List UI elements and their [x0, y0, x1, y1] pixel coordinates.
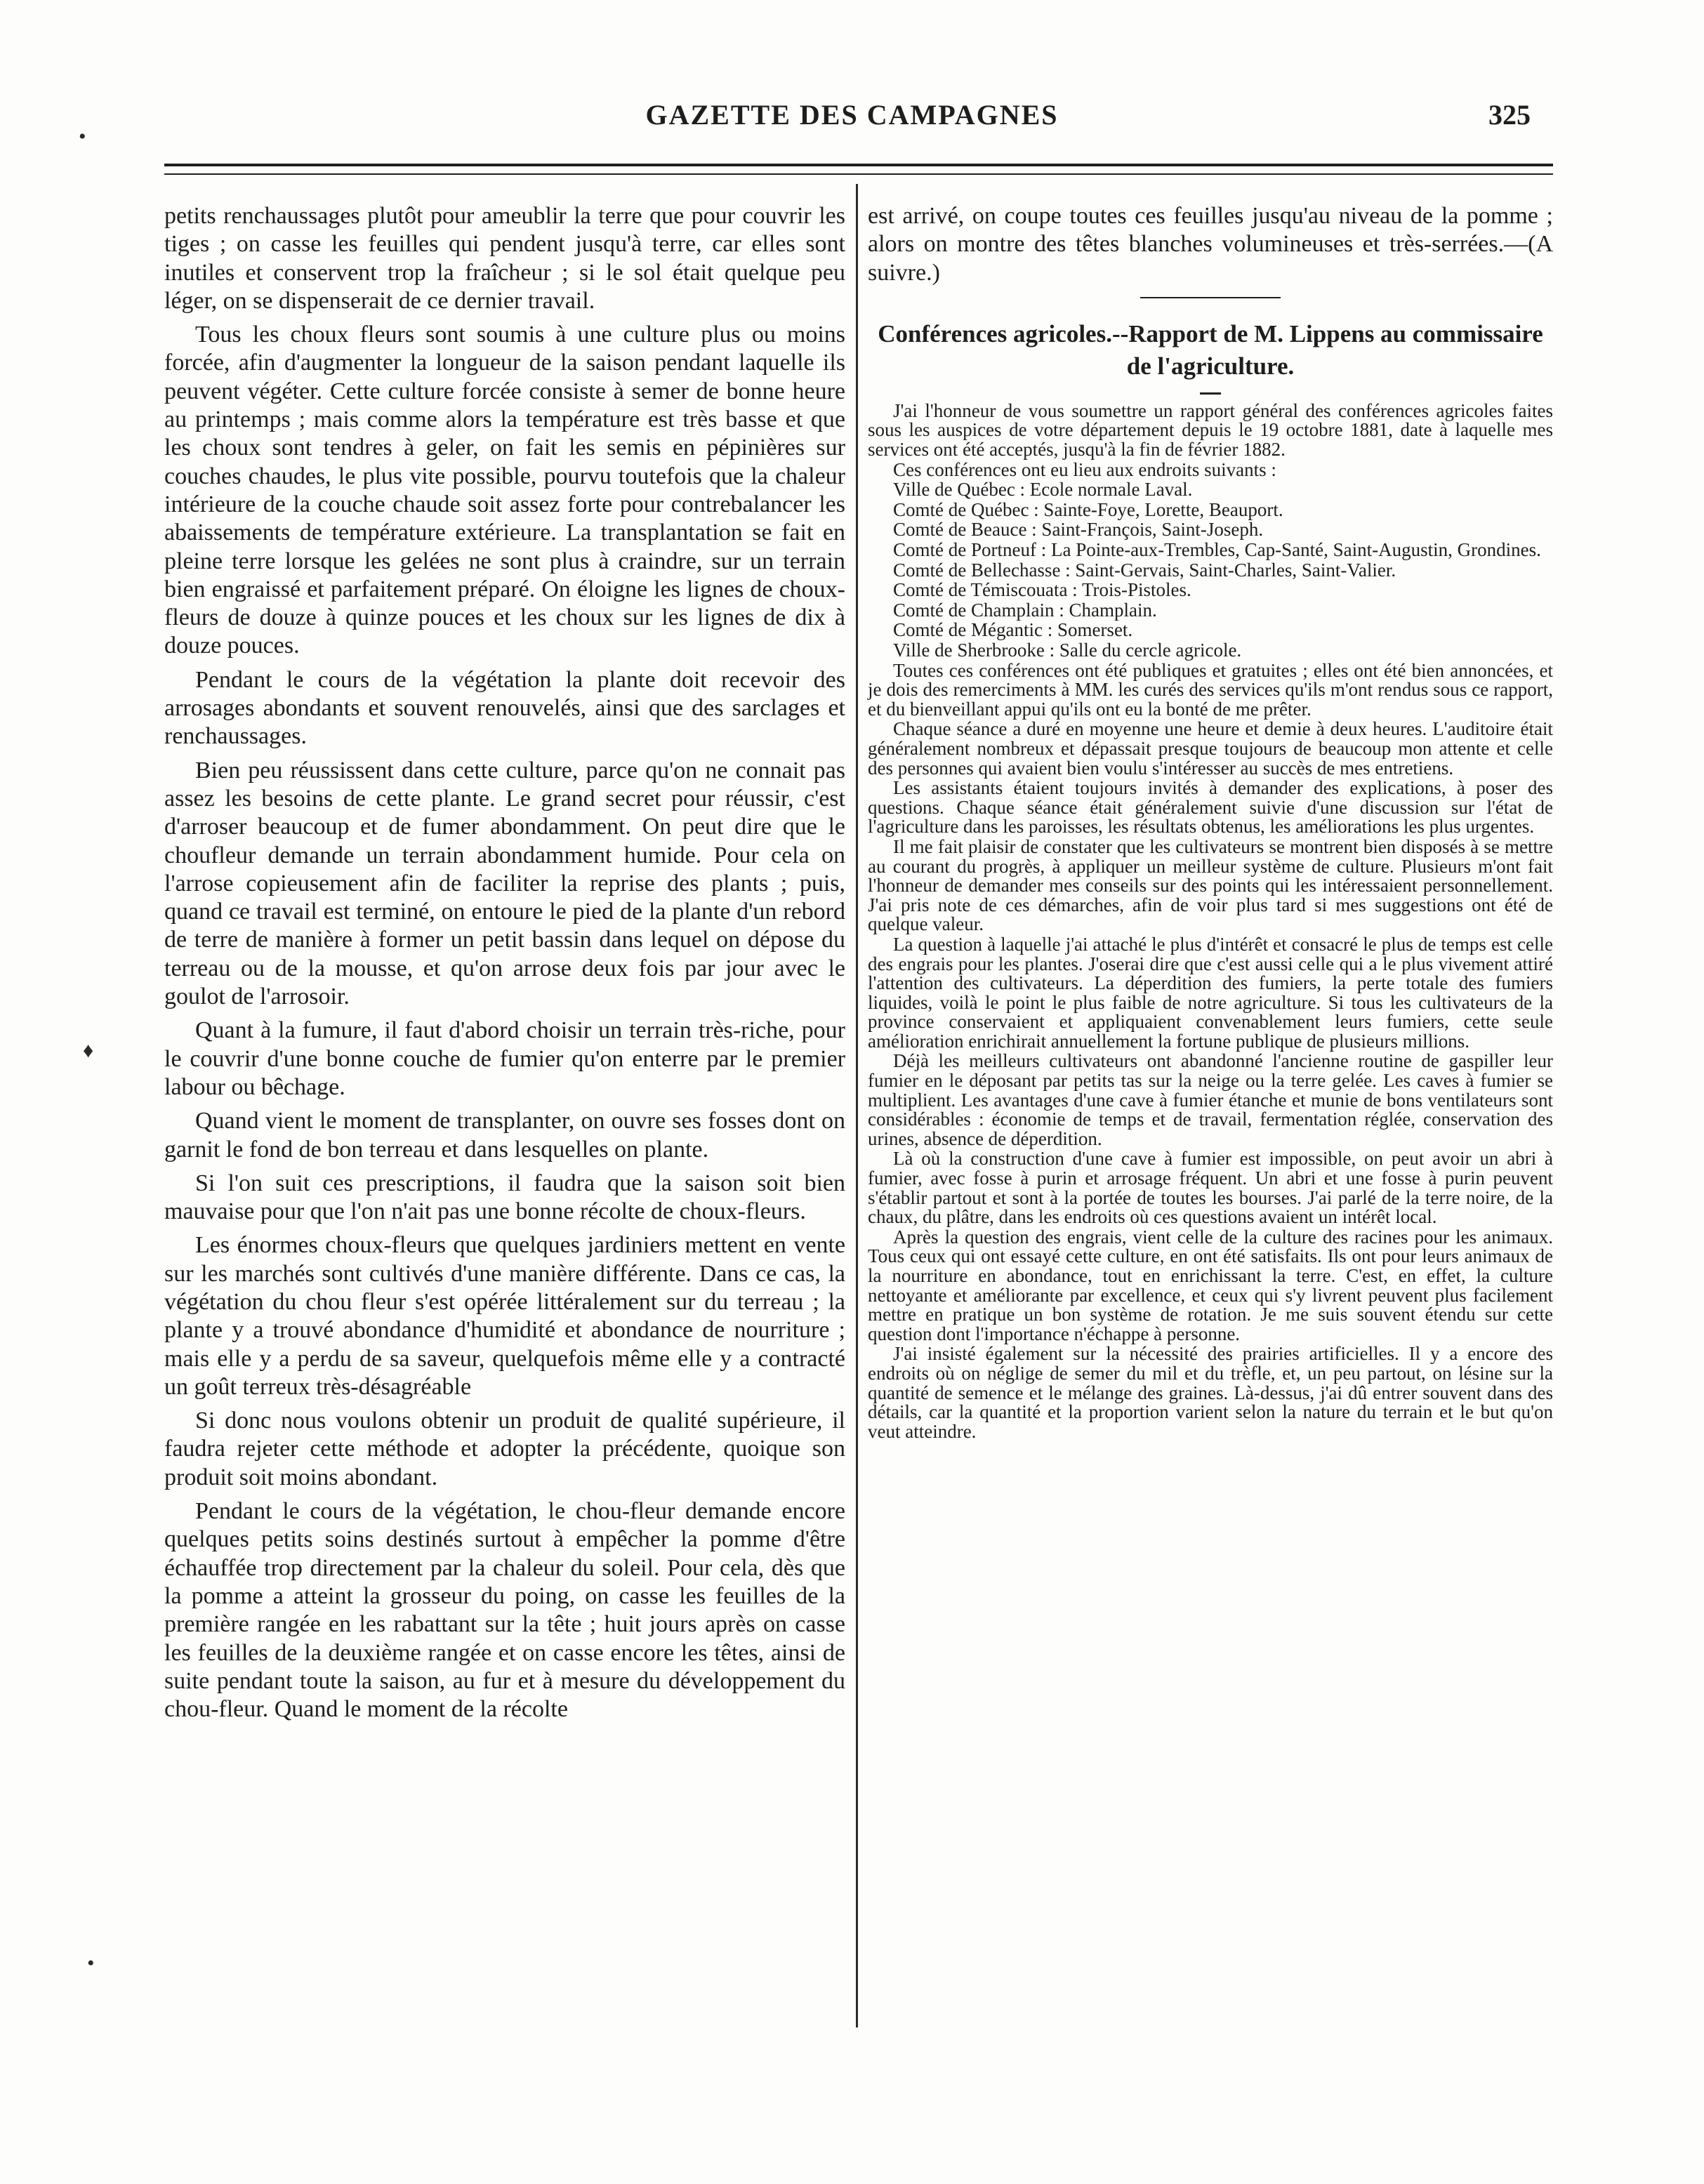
article-paragraph: Bien peu réussissent dans cette culture, parce qu'on ne connait pas assez les besoins de cette plante. Le grand secret pour réussir, c'est d'arroser beaucoup et de fumer abondamment. On peut dire que le choufleur demande un terrain abondamment humide. Pour cela on l'arrose copieusement afin de faciliter la reprise des plants ; puis, quand ce travail est terminé, on entoure le pied de la plante d'un rebord de terre de manière à former un petit bassin dans lequel on dépose du terreau ou de la mousse, et qu'on arrose deux fois par jour avec le goulot de l'arrosoir. [164, 757, 845, 1010]
article-continuation: est arrivé, on coupe toutes ces feuilles jusqu'au niveau de la pomme ; alors on montre des têtes blanches volumineuses et très-serrées.—(A suivre.) [868, 203, 1553, 286]
report-paragraph: Toutes ces conférences ont été publiques et gratuites ; elles ont été bien annoncées, et je dois des remerciments à MM. les curés des services qu'ils m'ont rendus sous ce rapport, et du bienveillant appui qu'ils ont eu la bonté de me prêter. [868, 659, 1553, 720]
header-rule-thick [164, 164, 1553, 166]
venue-item: Comté de Beauce : Saint-François, Saint-Joseph. [893, 519, 1264, 541]
column-divider [856, 184, 858, 2027]
article-paragraph: Pendant le cours de la végétation la plante doit recevoir des arrosages abondants et souvent renouvelés, ainsi que des sarclages et renchaussages. [164, 666, 845, 750]
report-body [868, 399, 1553, 1442]
report-intro: J'ai l'honneur de vous soumettre un rapport général des conférences agricoles faites sous les auspices de votre département depuis le 19 octobre 1881, date à laquelle mes services ont été acceptés, jusqu'à la fin de février 1882. [868, 399, 1553, 461]
venue-item: Comté de Portneuf : La Pointe-aux-Trembles, Cap-Santé, Saint-Augustin, Grondines. [893, 539, 1541, 561]
right-column [868, 202, 1553, 1441]
section-title: Conférences agricoles.--Rapport de M. Lippens au commissaire de l'agriculture. [878, 319, 1543, 380]
venue-item: Comté de Champlain : Champlain. [893, 599, 1157, 621]
venue-item: Comté de Mégantic : Somerset. [893, 619, 1133, 641]
article-paragraph: Les énormes choux-fleurs que quelques jardiniers mettent en vente sur les marchés sont cultivés d'une manière différente. Dans ce cas, la végétation du chou fleur s'est opérée littéralement sur du terreau ; la plante y a trouvé abondance d'humidité et abondance de nourriture ; mais elle y a perdu de sa saveur, quelquefois même elle y a contracté un goût terreux très-désagréable [164, 1232, 845, 1400]
article-paragraph: Quant à la fumure, il faut d'abord choisir un terrain très-riche, pour le couvrir d'une bonne couche de fumier qu'on enterre par le premier labour ou bêchage. [164, 1017, 845, 1100]
margin-mark: ♦ [83, 1039, 94, 1062]
title-dash [1200, 392, 1221, 395]
margin-mark: • [79, 125, 86, 148]
report-paragraph: Chaque séance a duré en moyenne une heure et demie à deux heures. L'auditoire était généralement nombreux et dépassait presque toujours de beaucoup mon attente et celle des personnes qui avaient bien voulu s'intéresser au succès de mes entretiens. [868, 718, 1553, 779]
report-paragraph: Il me fait plaisir de constater que les cultivateurs se montrent bien disposés à se mettre au courant du progrès, à appliquer un meilleur système de culture. Plusieurs m'ont fait l'honneur de demander mes conseils sur des points qui les intéressaient personnellement. J'ai pris note de ces démarches, afin de voir plus tard si mes suggestions ont été de quelque valeur. [868, 835, 1553, 935]
article-paragraph: Quand vient le moment de transplanter, on ouvre ses fosses dont on garnit le fond de bon terreau et dans lesquelles on plante. [164, 1108, 845, 1163]
venues-intro: Ces conférences ont eu lieu aux endroits suivants : [893, 458, 1276, 480]
article-paragraph: Tous les choux fleurs sont soumis à une culture plus ou moins forcée, afin d'augmenter la longueur de la saison pendant laquelle ils peuvent végéter. Cette culture forcée consiste à semer de bonne heure au printemps ; mais comme alors la température est très basse et que les choux sont tendres à geler, on fait les semis en pépinières sur couches chaudes, le plus vite possible, pourvu toutefois que la chaleur intérieure de la couche chaude soit assez forte pour contrebalancer les abaissements de température extérieure. La transplantation se fait en pleine terre lorsque les gelées ne sont plus à craindre, sur un terrain bien engraissé et parfaitement préparé. On éloigne les lignes de choux-fleurs de douze à quinze pouces et les choux sur les lignes de dix à douze pouces. [164, 322, 845, 659]
article-paragraph: Si l'on suit ces prescriptions, il faudra que la saison soit bien mauvaise pour que l'on n'ait pas une bonne récolte de choux-fleurs. [164, 1170, 845, 1225]
report-paragraph: Après la question des engrais, vient celle de la culture des racines pour les animaux. Tous ceux qui ont essayé cette culture, en ont été satisfaits. Ils ont pour leurs animaux de la nourriture en abondance, tout en enrichissant la terre. C'est, en effet, la culture nettoyante et améliorante par excellence, et ceux qui s'y livrent peuvent plus facilement mettre en pratique un bon système de rotation. Je me suis souvent étendu sur cette question dont l'importance n'échappe à personne. [868, 1226, 1553, 1344]
article-separator [1140, 297, 1281, 298]
venue-item: Ville de Québec : Ecole normale Laval. [893, 479, 1193, 501]
venue-item: Comté de Québec : Sainte-Foye, Lorette, Beauport. [893, 498, 1283, 520]
venue-item: Ville de Sherbrooke : Salle du cercle agricole. [893, 640, 1242, 661]
report-paragraph: Déjà les meilleurs cultivateurs ont abandonné l'ancienne routine de gaspiller leur fumier en le déposant par petits tas sur la neige ou la terre gelée. Les caves à fumier se multiplient. Les avantages d'une cave à fumier étanche et munie de bons ventilateurs sont considérables : économie de temps et de travail, fermentation réglée, conservation des urines, absence de déperdition. [868, 1050, 1553, 1149]
header-rule-thin [164, 173, 1553, 175]
article-paragraph: Si donc nous voulons obtenir un produit de qualité supérieure, il faudra rejeter cette méthode et adopter la précédente, quoique son produit soit moins abondant. [164, 1408, 845, 1490]
article-paragraph: petits renchaussages plutôt pour ameublir la terre que pour couvrir les tiges ; on casse les feuilles qui pendent jusqu'à terre, car elles sont inutiles et conservent trop la fraîcheur ; si le sol était quelque peu léger, on se dispenserait de ce dernier travail. [164, 203, 845, 314]
margin-mark: • [87, 1952, 95, 1975]
report-paragraph: J'ai insisté également sur la nécessité des prairies artificielles. Il y a encore des endroits où on néglige de semer du mil et du trèfle, et, un peu partout, on lésine sur la quantité de semence et le mélange des graines. Là-dessus, j'ai dû entrer souvent dans des détails, car la quantité et la proportion varient selon la nature du terrain et le but qu'on veut atteindre. [868, 1343, 1553, 1442]
venue-item: Comté de Témiscouata : Trois-Pistoles. [893, 579, 1191, 601]
report-paragraph: Les assistants étaient toujours invités à demander des explications, à poser des questions. Chaque séance était généralement suivie d'une discussion sur l'état de l'agriculture dans les paroisses, les résultats obtenus, les améliorations les plus urgentes. [868, 777, 1553, 838]
venue-item: Comté de Bellechasse : Saint-Gervais, Saint-Charles, Saint-Valier. [893, 559, 1396, 581]
page-number: 325 [1488, 99, 1531, 131]
left-column [164, 202, 845, 1723]
masthead-title: GAZETTE DES CAMPAGNES [645, 99, 1059, 131]
article-paragraph: Pendant le cours de la végétation, le chou-fleur demande encore quelques petits soins destinés surtout à empêcher la pomme d'être échauffée trop directement par la chaleur du soleil. Pour cela, dès que la pomme a atteint la grosseur du poing, on casse les feuilles de la première rangée en les rabattant sur la tête ; huit jours après on casse les feuilles de la deuxième rangée et on casse encore les têtes, ainsi de suite pendant toute la saison, au fur et à mesure du développement du chou-fleur. Quand le moment de la récolte [164, 1498, 845, 1723]
report-paragraph: Là où la construction d'une cave à fumier est impossible, on peut avoir un abri à fumier, avec fosse à purin et arrosage fréquent. Un abri et une fosse à purin peuvent s'établir partout et sont à la portée de toutes les bourses. J'ai parlé de la terre noire, de la chaux, du plâtre, dans les endroits où ces questions avaient un intérêt local. [868, 1148, 1553, 1228]
report-paragraph: La question à laquelle j'ai attaché le plus d'intérêt et consacré le plus de temps est celle des engrais pour les plantes. J'oserai dire que c'est aussi celle qui a le plus vivement attiré l'attention des cultivateurs. La déperdition des fumiers, la perte totale des fumiers liquides, voilà le point le plus faible de notre agriculture. Si tous les cultivateurs de la province conservaient et appliquaient convenablement leurs fumiers, cette seule amélioration enrichirait annuellement la fortune publique de plusieurs millions. [868, 933, 1553, 1052]
